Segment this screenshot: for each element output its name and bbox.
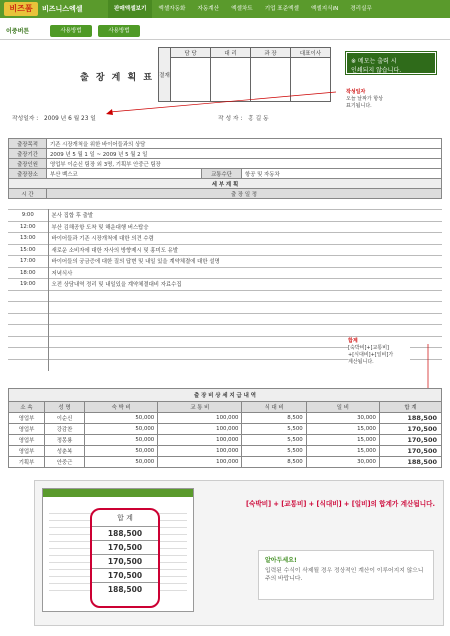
sum-callout-text: [숙박비]+[교통비] +[식대비]+[일비]가 계산됩니다. [348,345,394,365]
date-label: 작성일자 : [12,116,39,122]
schedule-row-empty [8,290,442,302]
form-title: 출 장 계 획 표 [80,73,155,83]
memo-note: ※ 메모는 출력 시 인쇄되지 않습니다. [346,52,436,74]
trip-row-period [9,149,442,159]
date-callout [346,89,406,110]
exp-col-transport: 교 통 비 [158,402,242,413]
exp-total: 170,500 [380,424,442,435]
expense-row [9,457,442,468]
exp-lodging[interactable]: 50,000 [85,424,158,435]
nav-item-automation[interactable]: 엑셀자동화 [158,6,186,12]
schedule-time[interactable]: 9:00 [8,210,48,222]
exp-name[interactable]: 강감찬 [45,424,85,435]
trip-row-place [9,169,442,179]
exp-daily[interactable]: 15,000 [306,424,379,435]
schedule-row [8,210,442,222]
exp-transport[interactable]: 100,000 [158,413,242,424]
purpose-value[interactable]: 기존 시장개척을 위한 바이어들과의 상담 [47,139,442,149]
period-value[interactable]: 2009 년 5 월 1 일 ~ 2009 년 5 월 2 일 [47,149,442,159]
nav-item-accounting[interactable]: 경리실무 [350,6,372,12]
members-label: 출장인원 [9,159,47,169]
writer-value[interactable]: 홍 길 동 [248,116,269,122]
exp-meal[interactable]: 5,500 [242,435,306,446]
top-nav-bar [0,0,450,18]
schedule-time[interactable]: 12:00 [8,221,48,233]
date-callout-text: 오늘 날짜가 항상 표기됩니다. [346,96,383,109]
schedule-row [8,256,442,268]
approval-col-4: 대표이사 [291,48,331,58]
formula-text: [숙박비] + [교통비] + [식대비] + [일비]의 합계가 계산됩니다. [246,500,435,508]
schedule-time[interactable]: 17:00 [8,256,48,268]
purpose-label: 출장목적 [9,139,47,149]
schedule-time[interactable]: 15:00 [8,244,48,256]
exp-transport[interactable]: 100,000 [158,435,242,446]
exp-meal[interactable]: 5,500 [242,446,306,457]
exp-total: 188,500 [380,457,442,468]
exp-meal[interactable]: 8,500 [242,413,306,424]
schedule-row-empty [8,302,442,314]
writer-label: 작 성 자 : [218,116,243,122]
exp-col-name: 성 명 [45,402,85,413]
business-excel-logo[interactable]: 비즈니스엑셀 [42,5,83,13]
schedule-time[interactable]: 18:00 [8,267,48,279]
exp-col-daily: 일 비 [306,402,379,413]
approval-col-3: 과 장 [251,48,291,58]
usage-button-2[interactable]: 사용방법 [98,25,140,37]
exp-name[interactable]: 정몽룡 [45,435,85,446]
exp-col-meal: 식 대 비 [242,402,306,413]
schedule-task[interactable]: 부산 김해공항 도착 및 해운대행 버스탑승 [48,221,442,233]
sum-callout [348,338,410,366]
schedule-row [8,279,442,291]
usage-button-1[interactable]: 사용방법 [50,25,92,37]
schedule-time[interactable]: 19:00 [8,279,48,291]
tip-text: 입력된 수식이 삭제될 경우 정상적인 계산이 이루어지지 않으니 주의 바랍니다. [265,568,424,582]
exp-dept[interactable]: 영업부 [9,435,45,446]
approval-col-2: 대 리 [211,48,251,58]
exp-transport[interactable]: 100,000 [158,424,242,435]
approval-col-1: 담 당 [171,48,211,58]
exp-name[interactable]: 안중근 [45,457,85,468]
nav-item-standard[interactable]: 기업 표준엑셀 [264,6,299,12]
date-callout-title: 작성일자 [346,89,366,95]
date-info [12,113,96,122]
bizforms-logo[interactable]: 비즈폼 [4,2,38,16]
exp-daily[interactable]: 15,000 [306,435,379,446]
schedule-row [8,267,442,279]
date-callout-arrow [100,88,340,118]
schedule-row-empty [8,325,442,337]
plan-col-schedule: 출 장 일 정 [47,189,442,199]
plan-title: 세 부 계 획 [9,179,442,189]
schedule-task[interactable]: 바이어들과 기존 시장개척에 대한 의견 수렴 [48,233,442,245]
sum-value: 170,500 [92,541,158,555]
plan-col-time: 시 간 [9,189,47,199]
exp-lodging[interactable]: 50,000 [85,413,158,424]
sum-callout-title: 합계 [348,338,358,344]
exp-dept[interactable]: 영업부 [9,413,45,424]
sum-value: 170,500 [92,555,158,569]
members-value[interactable]: 영업부 이순신 팀장 외 3명, 기획부 안중근 팀장 [47,159,442,169]
expense-row [9,435,442,446]
expense-table [8,388,442,468]
nav-item-sales[interactable]: 판매엑셀보기 [108,0,152,18]
expense-title: 출 장 비 상 세 지 급 내 역 [9,389,442,402]
schedule-task[interactable]: 저녁식사 [48,267,442,279]
main-nav [108,0,378,18]
exp-dept[interactable]: 영업부 [9,446,45,457]
exp-transport[interactable]: 100,000 [158,446,242,457]
exp-lodging[interactable]: 50,000 [85,457,158,468]
exp-daily[interactable]: 30,000 [306,457,379,468]
exp-total: 170,500 [380,446,442,457]
sum-header: 합 계 [92,510,158,527]
exp-meal[interactable]: 5,500 [242,424,306,435]
nav-item-kin[interactable]: 엑셀지식iN [310,6,339,12]
schedule-time[interactable]: 13:00 [8,233,48,245]
mini-nav-bar [43,489,193,497]
exp-transport[interactable]: 100,000 [158,457,242,468]
nav-item-autocalc[interactable]: 자동계산 [197,6,220,12]
sum-value: 188,500 [107,585,143,594]
exp-daily[interactable]: 15,000 [306,446,379,457]
sub-toolbar [0,20,450,40]
exp-total: 170,500 [380,435,442,446]
expense-row [9,413,442,424]
exp-name[interactable]: 이순신 [45,413,85,424]
schedule-task[interactable]: 오전 상담내역 정리 및 내일있을 계약체결대비 자료수집 [48,279,442,291]
exp-meal[interactable]: 8,500 [242,457,306,468]
trip-row-purpose [9,139,442,149]
date-value[interactable]: 2009 년 6 월 23 일 [44,116,96,122]
exp-daily[interactable]: 30,000 [306,413,379,424]
exp-dept[interactable]: 기획부 [9,457,45,468]
transport-mode-label: 교통수단 [202,169,242,179]
schedule-row [8,233,442,245]
sum-value: 170,500 [92,569,158,583]
exp-lodging[interactable]: 50,000 [85,435,158,446]
exp-dept[interactable]: 영업부 [9,424,45,435]
schedule-row [8,221,442,233]
place-label: 출장장소 [9,169,47,179]
formula-explanation [246,500,438,528]
nav-item-chart[interactable]: 엑셀차트 [231,6,253,12]
schedule-task[interactable]: 새로운 소비자에 대한 자사의 방향제시 및 홍미도 유발 [48,244,442,256]
exp-col-lodging: 숙 박 비 [85,402,158,413]
schedule-task[interactable]: 본사 집합 후 출발 [48,210,442,222]
place-value[interactable]: 부산 벡스코 [47,169,202,179]
tip-box [258,550,434,600]
exp-lodging[interactable]: 50,000 [85,446,158,457]
approval-side-label: 결재 [159,48,171,102]
trip-row-members [9,159,442,169]
trip-info-table [8,138,442,199]
period-label: 출장기간 [9,149,47,159]
exp-name[interactable]: 성춘복 [45,446,85,457]
schedule-task[interactable]: 바이어들의 궁금증에 대한 질의 답변 및 내일 있을 계약체결에 대한 설명 [48,256,442,268]
transport-mode-value[interactable]: 항공 및 자동차 [242,169,442,179]
tip-title: 알아두세요! [265,557,297,564]
schedule-row-empty [8,313,442,325]
sum-value: 188,500 [92,527,158,541]
exp-total: 188,500 [380,413,442,424]
expense-row [9,446,442,457]
expense-row [9,424,442,435]
subbar-label: 이중버튼 [6,28,30,35]
exp-col-total: 합 계 [380,402,442,413]
sum-zoom-card [90,508,160,608]
exp-col-dept: 소 속 [9,402,45,413]
schedule-row [8,244,442,256]
